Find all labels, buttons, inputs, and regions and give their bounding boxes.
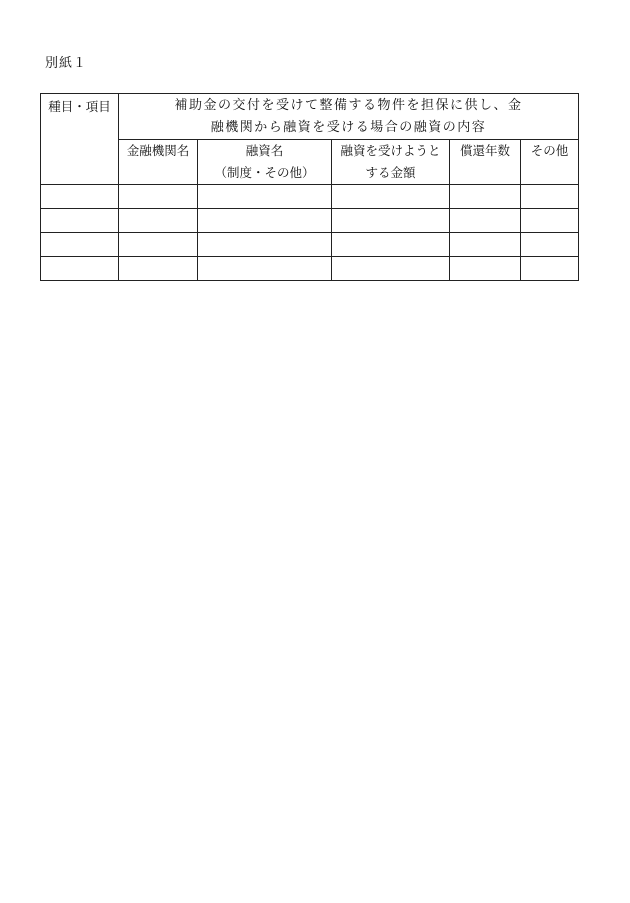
- table-cell[interactable]: [198, 185, 332, 209]
- table-row: [41, 185, 579, 209]
- column-header-line-2: [119, 162, 197, 184]
- column-header-line-1: 金融機関名: [126, 143, 190, 158]
- table-cell[interactable]: [198, 233, 332, 257]
- header-row-2: [41, 140, 579, 185]
- table-cell[interactable]: [119, 257, 198, 281]
- column-header-line-2: する金額: [365, 165, 416, 180]
- main-header-line-1: 補助金の交付を受けて整備する物件を担保に供し、金: [174, 98, 523, 113]
- table-cell[interactable]: [521, 233, 579, 257]
- table-cell[interactable]: [119, 209, 198, 233]
- table-row: [41, 233, 579, 257]
- table-cell[interactable]: [521, 185, 579, 209]
- table-cell[interactable]: [41, 233, 119, 257]
- column-header-line-1: 融資を受けようと: [340, 143, 441, 158]
- column-header-bank-name: [119, 140, 198, 185]
- header-row-1: [41, 94, 579, 140]
- table-cell[interactable]: [521, 209, 579, 233]
- table-cell[interactable]: [450, 185, 521, 209]
- column-header-loan-amount: [332, 140, 450, 185]
- table-cell[interactable]: [332, 257, 450, 281]
- main-header-cell: [119, 94, 579, 140]
- table-cell[interactable]: [41, 257, 119, 281]
- table-row: [41, 209, 579, 233]
- column-header-line-2: [521, 162, 578, 184]
- corner-header-text: 種目・項目: [48, 99, 111, 114]
- table-cell[interactable]: [450, 257, 521, 281]
- table-cell[interactable]: [41, 185, 119, 209]
- column-header-line-2: （制度・その他）: [214, 165, 315, 180]
- table-cell[interactable]: [119, 233, 198, 257]
- table-cell[interactable]: [332, 185, 450, 209]
- column-header-other: [521, 140, 579, 185]
- column-header-loan-name: [198, 140, 332, 185]
- column-header-repayment-years: [450, 140, 521, 185]
- table-cell[interactable]: [198, 257, 332, 281]
- table-cell[interactable]: [41, 209, 119, 233]
- table-cell[interactable]: [521, 257, 579, 281]
- document-label: 別紙１: [45, 56, 88, 71]
- loan-details-table: [40, 93, 579, 281]
- table-cell[interactable]: [198, 209, 332, 233]
- corner-header-cell: [41, 94, 119, 185]
- column-header-line-1: 融資名: [245, 143, 284, 158]
- column-header-line-1: 償還年数: [459, 143, 510, 158]
- table-cell[interactable]: [332, 233, 450, 257]
- table-cell[interactable]: [450, 209, 521, 233]
- column-header-line-2: [450, 162, 520, 184]
- table-cell[interactable]: [450, 233, 521, 257]
- main-header-line-2: 融機関から融資を受ける場合の融資の内容: [210, 120, 487, 135]
- table-cell[interactable]: [119, 185, 198, 209]
- table-cell[interactable]: [332, 209, 450, 233]
- column-header-line-1: その他: [530, 143, 569, 158]
- table-row: [41, 257, 579, 281]
